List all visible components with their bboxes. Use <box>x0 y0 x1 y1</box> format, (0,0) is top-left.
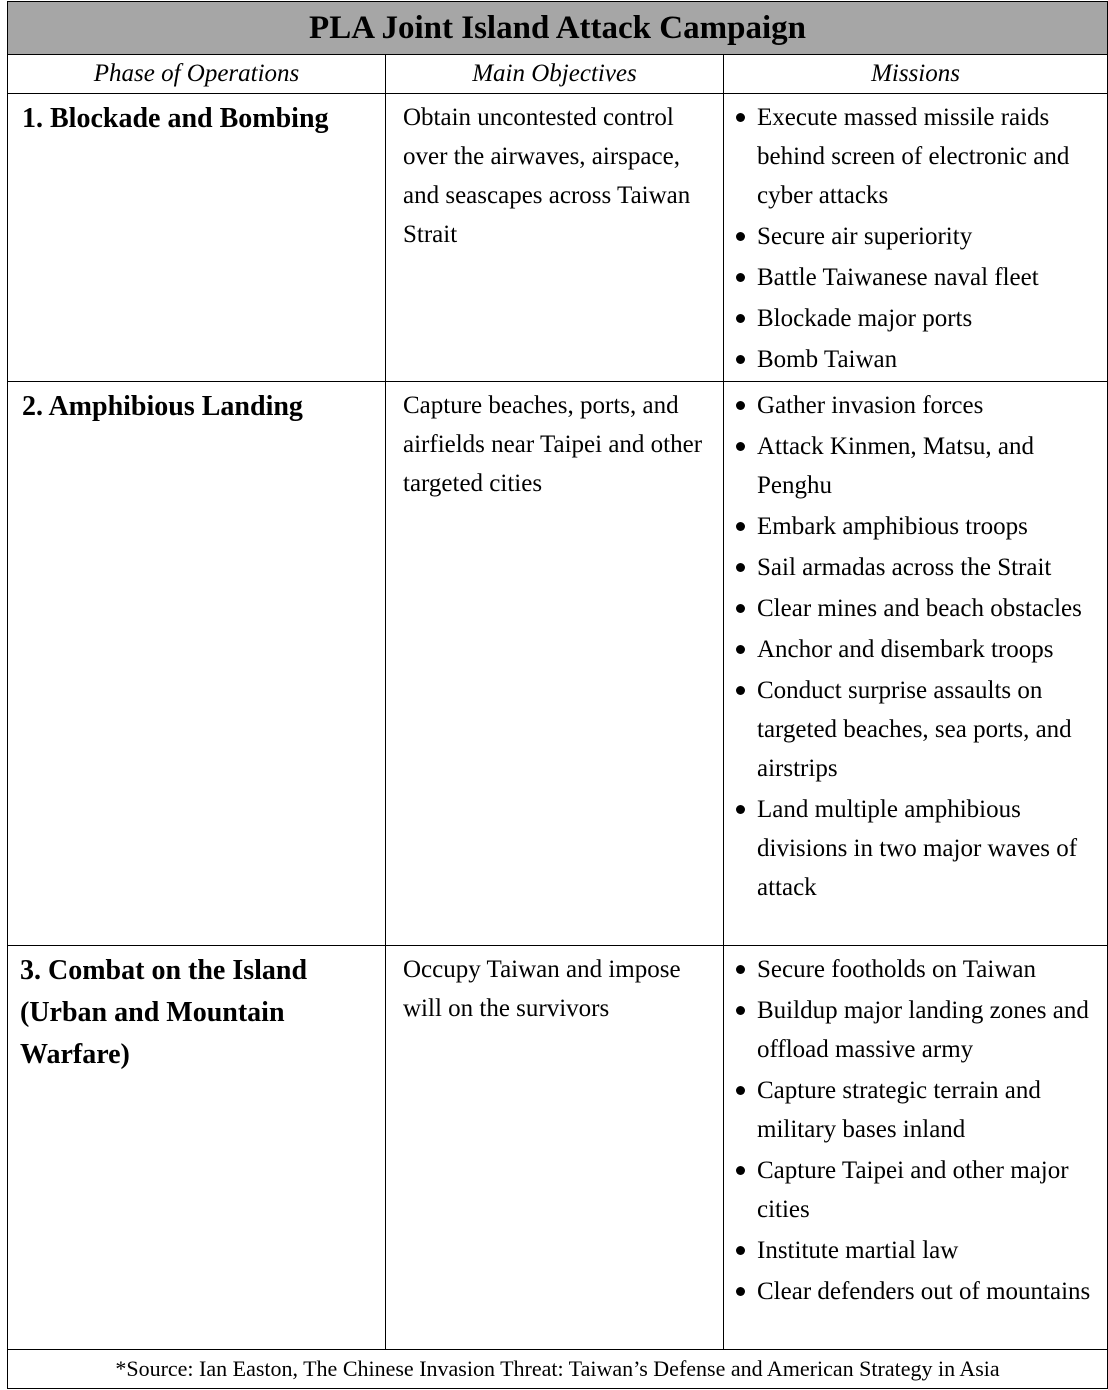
column-header-phase: Phase of Operations <box>8 55 386 94</box>
missions-list <box>734 386 1099 907</box>
mission-item: Buildup major landing zones and offload massive army <box>734 991 1099 1069</box>
mission-item: Clear defenders out of mountains <box>734 1272 1099 1311</box>
mission-item: Execute massed missile raids behind screen of electronic and cyber attacks <box>734 98 1099 215</box>
table-row <box>8 946 1108 1350</box>
mission-item: Embark amphibious troops <box>734 507 1099 546</box>
mission-item: Anchor and disembark troops <box>734 630 1099 669</box>
mission-item: Land multiple amphibious divisions in two major waves of attack <box>734 790 1099 907</box>
mission-item: Sail armadas across the Strait <box>734 548 1099 587</box>
column-header-objectives: Main Objectives <box>386 55 724 94</box>
mission-item: Secure air superiority <box>734 217 1099 256</box>
missions-cell <box>724 382 1108 946</box>
column-header-missions: Missions <box>724 55 1108 94</box>
mission-item: Capture Taipei and other major cities <box>734 1151 1099 1229</box>
missions-cell <box>724 94 1108 382</box>
source-note: *Source: Ian Easton, The Chinese Invasion Threat: Taiwan’s Defense and American Strategy in Asia <box>8 1350 1108 1389</box>
mission-item: Battle Taiwanese naval fleet <box>734 258 1099 297</box>
objectives-cell: Occupy Taiwan and impose will on the survivors <box>386 946 724 1350</box>
mission-item: Capture strategic terrain and military bases inland <box>734 1071 1099 1149</box>
mission-item: Institute martial law <box>734 1231 1099 1270</box>
mission-item: Conduct surprise assaults on targeted beaches, sea ports, and airstrips <box>734 671 1099 788</box>
missions-list <box>734 950 1099 1311</box>
phase-cell: 2. Amphibious Landing <box>8 382 386 946</box>
mission-item: Blockade major ports <box>734 299 1099 338</box>
phase-cell: 1. Blockade and Bombing <box>8 94 386 382</box>
mission-item: Secure footholds on Taiwan <box>734 950 1099 989</box>
table-row <box>8 94 1108 382</box>
table-title: PLA Joint Island Attack Campaign <box>8 2 1108 55</box>
objectives-cell: Obtain uncontested control over the airwaves, airspace, and seascapes across Taiwan Strait <box>386 94 724 382</box>
mission-item: Clear mines and beach obstacles <box>734 589 1099 628</box>
mission-item: Attack Kinmen, Matsu, and Penghu <box>734 427 1099 505</box>
missions-cell <box>724 946 1108 1350</box>
missions-list <box>734 98 1099 379</box>
mission-item: Bomb Taiwan <box>734 340 1099 379</box>
objectives-cell: Capture beaches, ports, and airfields near Taipei and other targeted cities <box>386 382 724 946</box>
campaign-table <box>7 1 1108 1389</box>
phase-cell: 3. Combat on the Island (Urban and Mountain Warfare) <box>8 946 386 1350</box>
mission-item: Gather invasion forces <box>734 386 1099 425</box>
table-row <box>8 382 1108 946</box>
